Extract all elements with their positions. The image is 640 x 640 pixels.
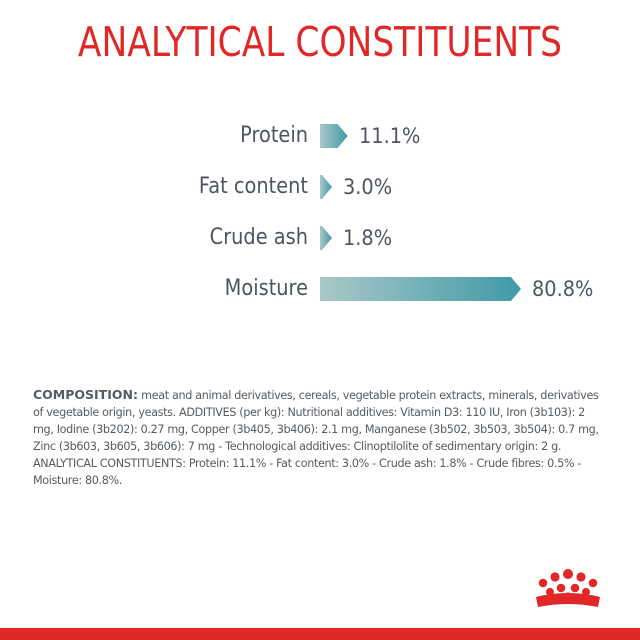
category-label-protein: Protein [240,123,308,148]
value-label-moisture: 80.8% [532,277,594,301]
footer-band [0,628,640,640]
page-title: ANALYTICAL CONSTITUENTS [77,18,563,66]
bar-moisture [320,277,521,301]
composition-text [33,386,605,489]
bar-crude-ash [320,226,332,250]
category-label-crude-ash: Crude ash [209,225,308,250]
composition-body: meat and animal derivatives, cereals, vegetable protein extracts, minerals, derivatives of vegetable origin, yeasts. ADDITIVES (per kg): Nutritional additives: Vitamin D3: 110 IU, Iron (3b103): 2 mg, Iodine (3b202): 0.27 mg, Copper (3b405, 3b406): 2.1 mg, Manganese (3b502, 3b503, 3b504): 0.7 mg, Zinc (3b603, 3b605, 3b606): 7 mg - Technological additives: Clinoptilolite of sedimentary origin: 2 g. ANALYTICAL CONSTITUENTS: Protein: 11.1% - Fat content: 3.0% - Crude ash: 1.8% - Crude fibres: 0.5% - Moisture: 80.8%. [33,389,599,487]
composition-lead: COMPOSITION: [33,387,138,402]
bar-fat-content [320,175,332,199]
category-label-fat-content: Fat content [198,174,308,199]
value-label-protein: 11.1% [358,124,420,148]
bar-protein [320,124,348,148]
category-label-moisture: Moisture [224,276,308,301]
value-label-fat-content: 3.0% [343,175,393,199]
crown-icon [530,567,606,613]
value-label-crude-ash: 1.8% [343,226,393,250]
